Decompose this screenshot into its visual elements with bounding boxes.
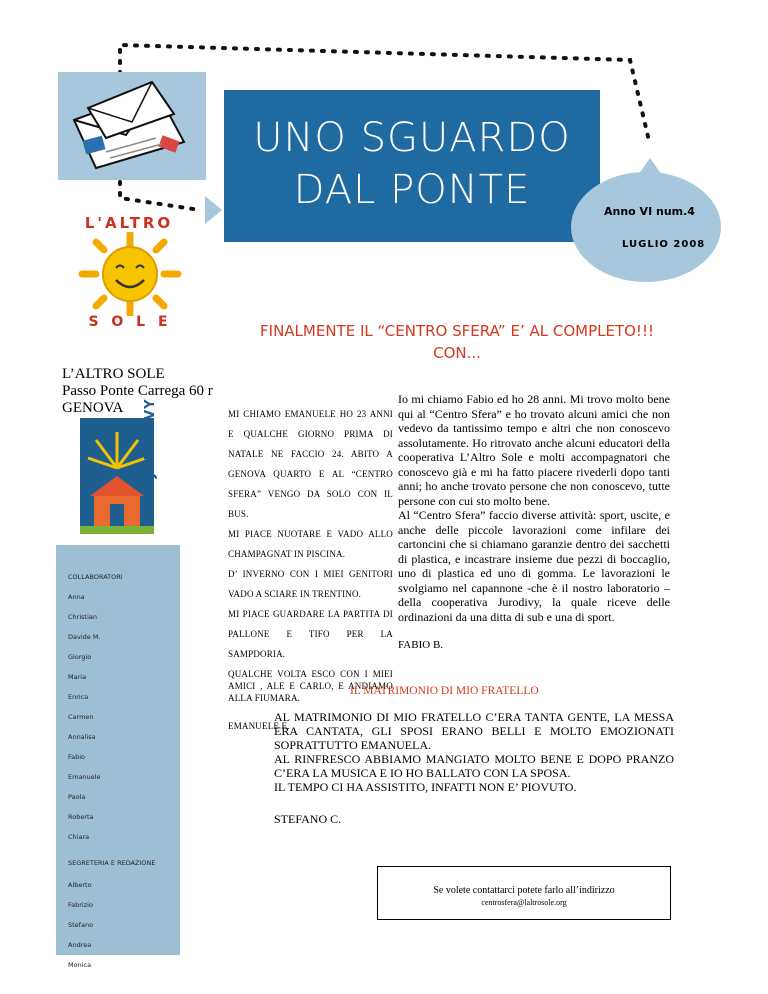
list-item: Giorgio — [68, 653, 92, 661]
list-item: Fabrizio — [68, 901, 93, 909]
list-item: Maria — [68, 673, 87, 681]
partner-name: JURODIVY — [143, 398, 158, 478]
article-paragraph: MI CHIAMO EMANUELE HO 23 ANNI E QUALCHE GIORNO PRIMA DI NATALE NE FACCIO 24. ABITO A GENOVA QUARTO E AL “CENTRO SFERA” VENGO DA SOLO CON IL BUS. — [228, 409, 393, 519]
contact-email-link[interactable]: centrosfera@laltrosole.org — [481, 898, 567, 907]
issue-number: Anno VI num.4 — [604, 205, 695, 218]
list-item: Davide M. — [68, 633, 101, 641]
contact-box — [377, 866, 671, 920]
list-item: Emanuele — [68, 773, 101, 781]
article-signature: STEFANO C. — [274, 812, 342, 826]
main-headline — [232, 320, 682, 364]
article-paragraph: IL TEMPO CI HA ASSISTITO, INFATTI NON E’ PIOVUTO. — [274, 780, 577, 794]
list-item: Paola — [68, 793, 86, 801]
article-paragraph: QUALCHE VOLTA ESCO CON I MIEI AMICI , ALE E CARLO, E ANDIAMO ALLA FIUMARA. — [228, 669, 393, 703]
headline-line2: CON... — [433, 344, 481, 362]
article-paragraph: AL RINFRESCO ABBIAMO MANGIATO MOLTO BENE E DOPO PRANZO C’ERA LA MUSICA E IO HO BALLATO CON LA SPOSA. — [274, 752, 674, 780]
issue-date: LUGLIO 2008 — [622, 239, 706, 250]
article-paragraph: Io mi chiamo Fabio ed ho 28 anni. Mi trovo molto bene qui al “Centro Sfera” e ho trovato alcuni amici che non vedevo da tantissimo tempo e altri che non conoscevo assolutamente. Ho ritrovato anche alcuni educatori della cooperativa L’Altro Sole e molti accompagnatori che conoscevo già e mi ha fatto piacere rivederli dopo tanti anni; ho anche trovato persone che non conoscevo, tutte persone con cui sto molto bene. — [398, 392, 670, 508]
article-paragraph: MI PIACE NUOTARE E VADO ALLO CHAMPAGNAT IN PISCINA. — [228, 529, 393, 559]
article-signature: EMANUELE E. — [228, 721, 290, 731]
article-paragraph: D’ INVERNO CON I MIEI GENITORI VADO A SCIARE IN TRENTINO. — [228, 569, 393, 599]
list-item: Anna — [68, 593, 85, 601]
issue-bubble — [571, 172, 721, 282]
list-item: Andrea — [68, 941, 92, 949]
article-paragraph: Al “Centro Sfera” faccio diverse attività: sport, uscite, e anche delle piccole lavorazioni come infilare dei cartoncini che si chiamano garanzie dentro dei sacchetti di plastica, e incastrare insieme due pezzi di boccaglio, uno di plastica ed uno di gomma. Le lavorazioni le svolgiamo nel capannone -che è il nostro laboratorio – della cooperativa Jurodivy, la quale riceve delle ordinazioni da una ditta di sub e una di sport. — [398, 508, 670, 624]
article-fabio — [398, 392, 670, 653]
list-item: Annalisa — [68, 733, 96, 741]
sun-logo-icon — [76, 232, 184, 316]
masthead-title-line2: DAL PONTE — [293, 167, 531, 213]
masthead-title — [224, 112, 600, 216]
sidebar-credits — [56, 545, 180, 969]
headline-line1: FINALMENTE IL “CENTRO SFERA” E’ AL COMPLETO!!! — [260, 322, 654, 340]
list-item: Fabio — [68, 753, 86, 761]
article-paragraph: AL MATRIMONIO DI MIO FRATELLO C’ERA TANTA GENTE, LA MESSA ERA CANTATA, GLI SPOSI ERANO BELLI E MOLTO EMOZIONATI SOPRATTUTTO EMANUELA. — [274, 710, 674, 752]
list-item: Monica — [68, 961, 92, 969]
article-signature: FABIO B. — [398, 639, 444, 651]
list-item: Stefano — [68, 921, 94, 929]
logo-bottom-text: S O L E — [88, 314, 172, 330]
contact-text: Se volete contattarci potete farlo all’indirizzo — [433, 885, 615, 896]
address-city: GENOVA — [62, 400, 124, 416]
collaborators-heading: COLLABORATORI — [68, 573, 123, 581]
list-item: Christian — [68, 613, 97, 621]
envelope-icon — [66, 80, 196, 175]
list-item: Roberta — [68, 813, 94, 821]
article-paragraph: MI PIACE GUARDARE LA PARTITA DI PALLONE E TIFO PER LA SAMPDORIA. — [228, 609, 393, 659]
list-item: Alberto — [68, 881, 92, 889]
list-item: Carmen — [68, 713, 94, 721]
article-matrimonio-title: IL MATRIMONIO DI MIO FRATELLO — [350, 685, 539, 697]
address-street: Passo Ponte Carrega 60 r — [62, 383, 213, 399]
list-item: Enrica — [68, 693, 89, 701]
logo-top-text: L'ALTRO — [84, 214, 174, 232]
list-item: Chiara — [68, 833, 90, 841]
masthead-title-box — [224, 90, 600, 242]
jurodivy-logo-icon — [80, 418, 176, 534]
masthead-title-line1: UNO SGUARDO — [253, 115, 571, 161]
staff-heading: SEGRETERIA E REDAZIONE — [68, 859, 156, 867]
article-matrimonio — [274, 710, 674, 826]
address-name: L’ALTRO SOLE — [62, 366, 165, 382]
